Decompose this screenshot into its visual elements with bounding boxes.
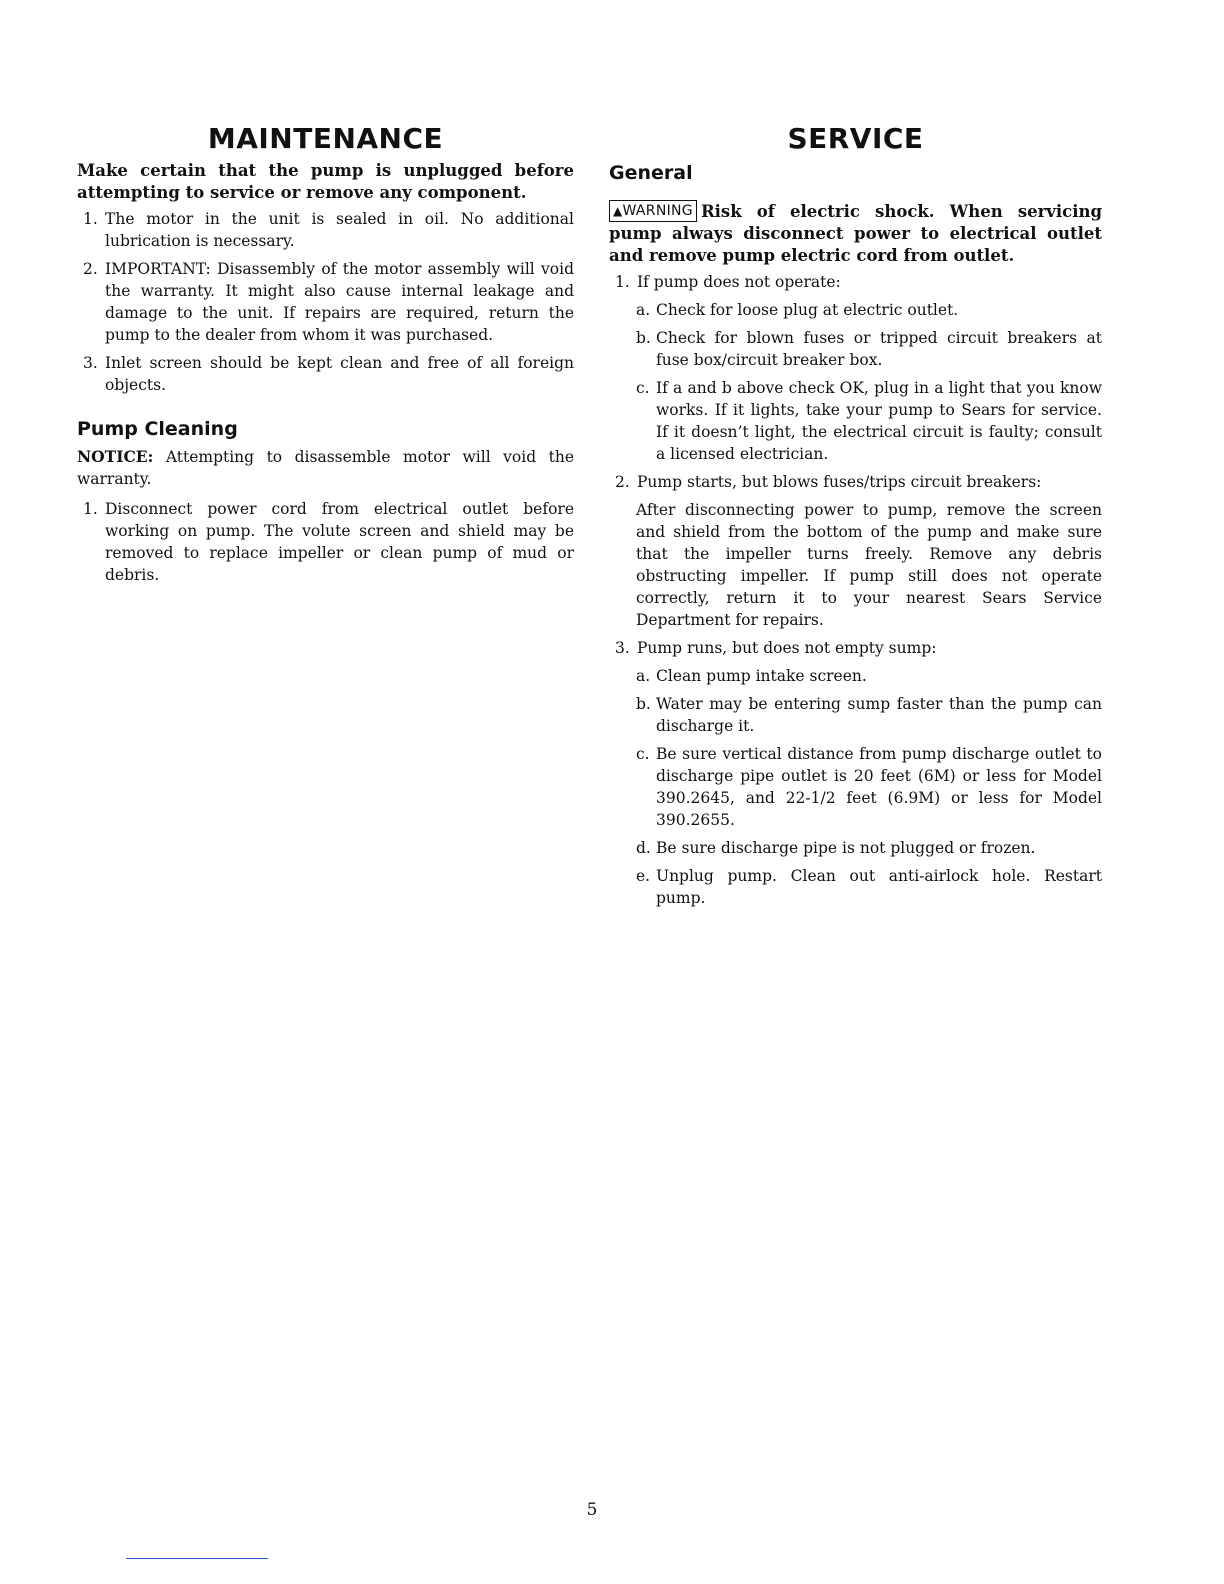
warning-triangle-icon: ▲ (613, 204, 623, 218)
service-item (609, 271, 1102, 293)
subitem-text: Be sure discharge pipe is not plugged or frozen. (656, 839, 1036, 857)
service-column (609, 122, 1102, 915)
maintenance-item (77, 208, 574, 252)
pump-cleaning-item (77, 498, 574, 586)
service-subitem (609, 327, 1102, 371)
subitem-text: Check for loose plug at electric outlet. (656, 301, 959, 319)
service-subitem (609, 299, 1102, 321)
service-subitem (609, 693, 1102, 737)
pump-cleaning-list (77, 498, 574, 586)
subitem-text: Check for blown fuses or tripped circuit breakers at fuse box/circuit breaker box. (656, 329, 1102, 369)
notice-paragraph (77, 446, 574, 490)
warning-text: Risk of electric shock. When servicing pump always disconnect power to electrical outlet and remove pump electric cord from outlet. (609, 202, 1102, 265)
warning-badge (609, 200, 697, 222)
warning-label: WARNING (622, 203, 693, 219)
item-text: If pump does not operate: (637, 273, 841, 291)
subitem-text: Be sure vertical distance from pump discharge outlet to discharge pipe outlet is 20 feet (6M) or less for Model 390.2645, and 22-1/2 feet (6.9M) or less for Model 390.2655. (656, 745, 1102, 829)
maintenance-item (77, 352, 574, 396)
service-item-paragraph: After disconnecting power to pump, remove the screen and shield from the bottom of the pump and make sure that the impeller turns freely. Remove any debris obstructing impeller. If pump still does not operate correctly, return it to your nearest Sears Service Department for repairs. (636, 501, 1102, 629)
item-number: 3. (615, 639, 630, 657)
notice-text: Attempting to disassemble motor will void the warranty. (77, 448, 574, 488)
service-subitem (609, 743, 1102, 831)
maintenance-title: MAINTENANCE (207, 122, 444, 155)
notice-label: NOTICE: (77, 447, 154, 466)
service-item (609, 637, 1102, 659)
item-number: 1. (83, 500, 98, 518)
subitem-text: Water may be entering sump faster than the pump can discharge it. (656, 695, 1102, 735)
service-title: SERVICE (787, 122, 924, 155)
item-text: Inlet screen should be kept clean and free of all foreign objects. (105, 354, 574, 394)
subitem-letter: c. (636, 379, 650, 397)
service-subitem (609, 665, 1102, 687)
item-text: IMPORTANT: Disassembly of the motor assembly will void the warranty. It might also cause internal leakage and damage to the unit. If repairs are required, return the pump to the dealer from whom it was purchased. (105, 260, 574, 344)
maintenance-item (77, 258, 574, 346)
subitem-letter: b. (636, 695, 651, 713)
item-number: 2. (615, 473, 630, 491)
subitem-letter: c. (636, 745, 650, 763)
item-text: Pump starts, but blows fuses/trips circuit breakers: (637, 473, 1042, 491)
item-text: Pump runs, but does not empty sump: (637, 639, 937, 657)
service-subitem (609, 837, 1102, 859)
maintenance-list (77, 208, 574, 396)
service-item (609, 471, 1102, 493)
subitem-letter: a. (636, 301, 651, 319)
subitem-letter: a. (636, 667, 651, 685)
service-list (609, 271, 1102, 909)
item-text: Disconnect power cord from electrical outlet before working on pump. The volute screen and shield may be removed to replace impeller or clean pump of mud or debris. (105, 500, 574, 584)
item-number: 1. (615, 273, 630, 291)
subitem-letter: e. (636, 867, 651, 885)
page-number: 5 (586, 1500, 598, 1520)
item-number: 1. (83, 210, 98, 228)
service-subitem (609, 377, 1102, 465)
item-number: 3. (83, 354, 98, 372)
subitem-text: If a and b above check OK, plug in a light that you know works. If it lights, take your pump to Sears for service. If it doesn’t light, the electrical circuit is faulty; consult a licensed electrician. (656, 379, 1102, 463)
subitem-text: Unplug pump. Clean out anti-airlock hole. Restart pump. (656, 867, 1102, 907)
maintenance-column (77, 122, 574, 592)
subitem-letter: d. (636, 839, 651, 857)
general-title: General (609, 162, 693, 184)
item-number: 2. (83, 260, 98, 278)
pump-cleaning-title: Pump Cleaning (77, 418, 238, 440)
maintenance-lead: Make certain that the pump is unplugged before attempting to service or remove any component. (77, 161, 574, 202)
item-text: The motor in the unit is sealed in oil. No additional lubrication is necessary. (105, 210, 574, 250)
service-subitem (609, 865, 1102, 909)
warning-paragraph (609, 200, 1102, 267)
subitem-letter: b. (636, 329, 651, 347)
subitem-text: Clean pump intake screen. (656, 667, 867, 685)
footer-rule (126, 1558, 268, 1559)
